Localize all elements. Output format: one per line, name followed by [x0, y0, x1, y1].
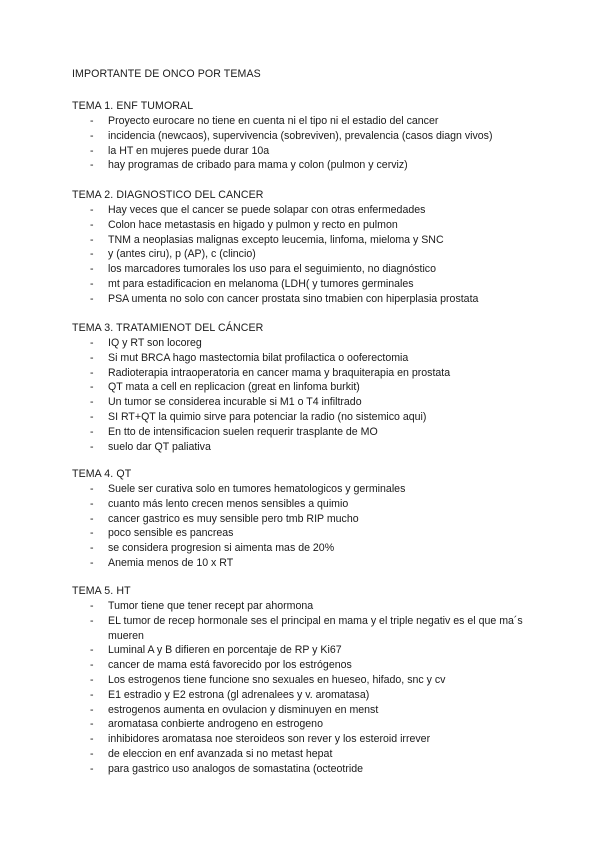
section-tema-3: [72, 321, 532, 454]
list-item: - inhibidores aromatasa noe steroideos son rever y los esteroid irrever: [90, 733, 431, 746]
list-item: - suelo dar QT paliativa: [90, 440, 211, 453]
bullet-dash: -: [90, 483, 94, 495]
bullet-dash: -: [90, 659, 94, 672]
bullet-dash: -: [90, 351, 94, 364]
list-item: - de eleccion en enf avanzada si no metast hepat: [90, 747, 333, 760]
list-item: - cancer de mama está favorecido por los estrógenos: [90, 659, 352, 672]
section-tema-2: [72, 188, 532, 307]
bullet-list: [72, 203, 532, 307]
section-heading: TEMA 1. ENF TUMORAL: [72, 100, 194, 112]
list-item: - Tumor tiene que tener recept par ahormona: [90, 600, 314, 612]
bullet-dash: -: [90, 366, 94, 379]
list-item: - Luminal A y B difieren en porcentaje de RP y Ki67: [90, 644, 342, 657]
list-item: - EL tumor de recep hormonale ses el principal en mama y el triple negativ es el que ma´s mueren: [90, 614, 523, 642]
bullet-list: [72, 599, 532, 777]
list-item: - En tto de intensificacion suelen requerir trasplante de MO: [90, 425, 378, 438]
bullet-dash: -: [90, 248, 94, 261]
bullet-dash: -: [90, 688, 94, 701]
list-item: - Un tumor se considerea incurable si M1 o T4 infiltrado: [90, 396, 362, 409]
bullet-dash: -: [90, 614, 94, 627]
bullet-dash: -: [90, 542, 94, 555]
bullet-list: [72, 114, 532, 173]
list-item: - y (antes ciru), p (AP), c (clincio): [90, 248, 256, 261]
bullet-dash: -: [90, 762, 94, 775]
bullet-dash: -: [90, 337, 94, 349]
list-item: - SI RT+QT la quimio sirve para potenciar la radio (no sistemico aqui): [90, 410, 427, 423]
list-item: - Proyecto eurocare no tiene en cuenta ni el tipo ni el estadio del cancer: [90, 115, 439, 127]
bullet-list: [72, 336, 532, 454]
section-heading: TEMA 4. QT: [72, 468, 132, 480]
bullet-dash: -: [90, 440, 94, 453]
list-item: - la HT en mujeres puede durar 10a: [90, 144, 270, 157]
bullet-dash: -: [90, 425, 94, 438]
bullet-dash: -: [90, 512, 94, 525]
bullet-dash: -: [90, 159, 94, 172]
list-item: - aromatasa conbierte androgeno en estrogeno: [90, 718, 323, 731]
list-item: - incidencia (newcaos), supervivencia (sobreviven), prevalencia (casos diagn vivos): [90, 129, 493, 142]
list-item: - para gastrico uso analogos de somastatina (octeotride: [90, 762, 363, 775]
list-item: - TNM a neoplasias malignas excepto leucemia, linfoma, mieloma y SNC: [90, 233, 444, 246]
list-item: - los marcadores tumorales los uso para el seguimiento, no diagnóstico: [90, 263, 436, 276]
bullet-dash: -: [90, 381, 94, 394]
section-heading: TEMA 5. HT: [72, 585, 131, 597]
bullet-dash: -: [90, 747, 94, 760]
bullet-dash: -: [90, 263, 94, 276]
section-tema-5: [72, 584, 532, 777]
bullet-dash: -: [90, 233, 94, 246]
bullet-dash: -: [90, 218, 94, 231]
list-item: - Colon hace metastasis en higado y pulmon y recto en pulmon: [90, 218, 398, 231]
document-title: IMPORTANTE DE ONCO POR TEMAS: [72, 68, 261, 80]
section-heading: TEMA 3. TRATAMIENOT DEL CÁNCER: [72, 322, 264, 334]
bullet-dash: -: [90, 129, 94, 142]
section-tema-1: [72, 99, 532, 173]
bullet-dash: -: [90, 527, 94, 540]
bullet-dash: -: [90, 644, 94, 657]
bullet-dash: -: [90, 204, 94, 216]
list-item: - estrogenos aumenta en ovulacion y disminuyen en menst: [90, 703, 379, 716]
section-heading: TEMA 2. DIAGNOSTICO DEL CANCER: [72, 189, 264, 201]
list-item: - IQ y RT son locoreg: [90, 337, 202, 349]
list-item: - Si mut BRCA hago mastectomia bilat profilactica o ooferectomia: [90, 351, 409, 364]
bullet-dash: -: [90, 497, 94, 510]
bullet-dash: -: [90, 410, 94, 423]
bullet-dash: -: [90, 600, 94, 612]
list-item: - QT mata a cell en replicacion (great en linfoma burkit): [90, 381, 360, 394]
list-item: - E1 estradio y E2 estrona (gl adrenalees y v. aromatasa): [90, 688, 370, 701]
bullet-dash: -: [90, 396, 94, 409]
bullet-dash: -: [90, 718, 94, 731]
bullet-list: [72, 482, 532, 571]
bullet-dash: -: [90, 703, 94, 716]
bullet-dash: -: [90, 115, 94, 127]
list-item: - Los estrogenos tiene funcione sno sexuales en hueseo, hifado, snc y cv: [90, 673, 446, 686]
list-item: - cancer gastrico es muy sensible pero tmb RIP mucho: [90, 512, 359, 525]
bullet-dash: -: [90, 556, 94, 569]
section-tema-4: [72, 467, 532, 571]
list-item: - Anemia menos de 10 x RT: [90, 556, 234, 569]
list-item: - Suele ser curativa solo en tumores hematologicos y germinales: [90, 483, 406, 495]
list-item: - cuanto más lento crecen menos sensibles a quimio: [90, 497, 349, 510]
list-item: - Radioterapia intraoperatoria en cancer mama y braquiterapia en prostata: [90, 366, 451, 379]
bullet-dash: -: [90, 292, 94, 305]
bullet-dash: -: [90, 733, 94, 746]
bullet-dash: -: [90, 277, 94, 290]
list-item: - PSA umenta no solo con cancer prostata sino tmabien con hiperplasia prostata: [90, 292, 479, 305]
bullet-dash: -: [90, 144, 94, 157]
list-item: - mt para estadificacion en melanoma (LDH( y tumores germinales: [90, 277, 414, 290]
list-item: - Hay veces que el cancer se puede solapar con otras enfermedades: [90, 204, 426, 216]
list-item: - poco sensible es pancreas: [90, 527, 234, 540]
list-item: - se considera progresion si aimenta mas de 20%: [90, 542, 335, 555]
bullet-dash: -: [90, 673, 94, 686]
list-item: - hay programas de cribado para mama y colon (pulmon y cerviz): [90, 159, 408, 172]
